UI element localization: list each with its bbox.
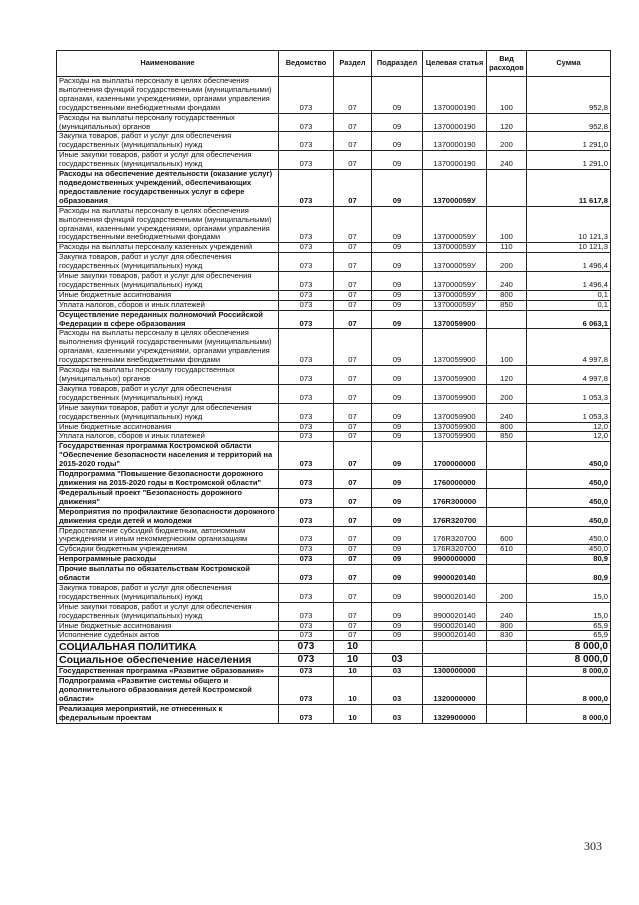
cell-sum: 1 053,3 — [527, 403, 611, 422]
cell-sum: 15,0 — [527, 583, 611, 602]
cell-dept: 073 — [279, 470, 334, 489]
cell-dept: 073 — [279, 366, 334, 385]
table-row — [57, 300, 611, 310]
cell-dept: 073 — [279, 641, 334, 654]
cell-section: 07 — [334, 290, 372, 300]
cell-expense-type: 600 — [487, 526, 527, 545]
table-row — [57, 310, 611, 329]
cell-subsection: 09 — [372, 555, 423, 565]
cell-target: 1320000000 — [423, 677, 487, 705]
cell-expense-type: 100 — [487, 329, 527, 366]
table-row — [57, 526, 611, 545]
cell-section: 07 — [334, 77, 372, 114]
cell-expense-type — [487, 705, 527, 724]
cell-name: Уплата налогов, сборов и иных платежей — [57, 432, 279, 442]
table-row — [57, 290, 611, 300]
cell-section: 07 — [334, 113, 372, 132]
cell-dept: 073 — [279, 583, 334, 602]
cell-dept: 073 — [279, 565, 334, 584]
cell-expense-type: 850 — [487, 300, 527, 310]
cell-section: 07 — [334, 253, 372, 272]
table-row — [57, 654, 611, 667]
cell-dept: 073 — [279, 602, 334, 621]
cell-name: Закупка товаров, работ и услуг для обеспечения государственных (муниципальных) нужд — [57, 132, 279, 151]
cell-subsection — [372, 641, 423, 654]
cell-sum: 4 997,8 — [527, 366, 611, 385]
table-row — [57, 366, 611, 385]
cell-dept: 073 — [279, 310, 334, 329]
cell-target: 137000059У — [423, 253, 487, 272]
cell-subsection: 09 — [372, 170, 423, 207]
header-section: Раздел — [334, 51, 372, 77]
cell-name: Иные закупки товаров, работ и услуг для обеспечения государственных (муниципальных) нужд — [57, 403, 279, 422]
cell-target: 137000059У — [423, 290, 487, 300]
cell-section: 07 — [334, 403, 372, 422]
cell-target: 1370059900 — [423, 366, 487, 385]
cell-target: 9900020140 — [423, 602, 487, 621]
cell-sum: 11 617,8 — [527, 170, 611, 207]
cell-section: 10 — [334, 654, 372, 667]
cell-section: 07 — [334, 329, 372, 366]
cell-section: 07 — [334, 488, 372, 507]
table-row — [57, 667, 611, 677]
cell-sum: 65,9 — [527, 621, 611, 631]
table-row — [57, 170, 611, 207]
table-row — [57, 641, 611, 654]
table-row — [57, 422, 611, 432]
cell-name: Федеральный проект "Безопасность дорожного движения" — [57, 488, 279, 507]
cell-sum: 1 291,0 — [527, 151, 611, 170]
cell-expense-type — [487, 677, 527, 705]
cell-subsection: 09 — [372, 602, 423, 621]
cell-target: 1370059900 — [423, 384, 487, 403]
table-row — [57, 602, 611, 621]
cell-sum: 0,1 — [527, 290, 611, 300]
cell-sum: 0,1 — [527, 300, 611, 310]
cell-target: 9900020140 — [423, 631, 487, 641]
cell-dept: 073 — [279, 113, 334, 132]
cell-sum: 952,8 — [527, 113, 611, 132]
table-row — [57, 272, 611, 291]
cell-name: Мероприятия по профилактике безопасности дорожного движения среди детей и молодежи — [57, 507, 279, 526]
cell-expense-type: 110 — [487, 243, 527, 253]
cell-sum: 6 063,1 — [527, 310, 611, 329]
cell-target: 1370059900 — [423, 432, 487, 442]
cell-target: 1370059900 — [423, 329, 487, 366]
cell-name: Непрограммные расходы — [57, 555, 279, 565]
table-row — [57, 403, 611, 422]
header-expense-type: Вид расходов — [487, 51, 527, 77]
cell-expense-type — [487, 654, 527, 667]
cell-section: 07 — [334, 555, 372, 565]
cell-name: Иные бюджетные ассигнования — [57, 422, 279, 432]
cell-expense-type — [487, 641, 527, 654]
cell-target: 137000059У — [423, 300, 487, 310]
cell-dept: 073 — [279, 488, 334, 507]
cell-sum: 450,0 — [527, 488, 611, 507]
cell-sum: 1 053,3 — [527, 384, 611, 403]
cell-subsection: 09 — [372, 422, 423, 432]
cell-name: Государственная программа Костромской области "Обеспечение безопасности населения и территорий на 2015-2020 годы" — [57, 442, 279, 470]
cell-expense-type: 610 — [487, 545, 527, 555]
table-row — [57, 507, 611, 526]
cell-dept: 073 — [279, 654, 334, 667]
cell-target: 9900020140 — [423, 583, 487, 602]
cell-name: Расходы на выплаты персоналу государственных (муниципальных) органов — [57, 366, 279, 385]
cell-target: 1370000190 — [423, 77, 487, 114]
cell-expense-type — [487, 507, 527, 526]
cell-dept: 073 — [279, 705, 334, 724]
cell-expense-type: 200 — [487, 384, 527, 403]
cell-expense-type: 200 — [487, 583, 527, 602]
cell-target: 1370000190 — [423, 113, 487, 132]
cell-expense-type — [487, 310, 527, 329]
header-dept: Ведомство — [279, 51, 334, 77]
cell-section: 07 — [334, 507, 372, 526]
cell-section: 07 — [334, 132, 372, 151]
cell-sum: 80,9 — [527, 565, 611, 584]
cell-expense-type — [487, 442, 527, 470]
cell-expense-type: 200 — [487, 253, 527, 272]
cell-dept: 073 — [279, 403, 334, 422]
cell-subsection: 09 — [372, 583, 423, 602]
table-row — [57, 329, 611, 366]
cell-subsection: 09 — [372, 621, 423, 631]
cell-dept: 073 — [279, 384, 334, 403]
cell-expense-type: 800 — [487, 422, 527, 432]
table-row — [57, 384, 611, 403]
cell-expense-type: 240 — [487, 602, 527, 621]
cell-name: Расходы на выплаты персоналу в целях обеспечения выполнения функций государственными (муниципальными) органами, казенными учреждениями, органами управления государственными внебюджетными фондами — [57, 206, 279, 243]
cell-section: 07 — [334, 272, 372, 291]
cell-section: 10 — [334, 705, 372, 724]
cell-section: 07 — [334, 602, 372, 621]
cell-name: Иные бюджетные ассигнования — [57, 290, 279, 300]
cell-section: 07 — [334, 384, 372, 403]
table-row — [57, 132, 611, 151]
cell-target: 176R320700 — [423, 526, 487, 545]
cell-dept: 073 — [279, 667, 334, 677]
cell-target: 137000059У — [423, 272, 487, 291]
header-subsection: Подраздел — [372, 51, 423, 77]
cell-expense-type: 800 — [487, 621, 527, 631]
cell-target: 9900020140 — [423, 565, 487, 584]
cell-target: 176R320700 — [423, 507, 487, 526]
cell-name: Закупка товаров, работ и услуг для обеспечения государственных (муниципальных) нужд — [57, 583, 279, 602]
cell-subsection: 09 — [372, 403, 423, 422]
cell-subsection: 09 — [372, 507, 423, 526]
cell-dept: 073 — [279, 442, 334, 470]
cell-name: Субсидии бюджетным учреждениям — [57, 545, 279, 555]
cell-section: 07 — [334, 310, 372, 329]
table-row — [57, 705, 611, 724]
cell-subsection: 03 — [372, 667, 423, 677]
cell-target: 1760000000 — [423, 470, 487, 489]
cell-sum: 450,0 — [527, 526, 611, 545]
cell-dept: 073 — [279, 545, 334, 555]
cell-target: 9900000000 — [423, 555, 487, 565]
cell-sum: 450,0 — [527, 442, 611, 470]
cell-section: 07 — [334, 621, 372, 631]
cell-section: 07 — [334, 300, 372, 310]
cell-subsection: 09 — [372, 384, 423, 403]
page-number: 303 — [584, 839, 602, 853]
cell-subsection: 09 — [372, 77, 423, 114]
cell-subsection: 09 — [372, 272, 423, 291]
cell-name: Исполнение судебных актов — [57, 631, 279, 641]
cell-dept: 073 — [279, 253, 334, 272]
cell-name: Уплата налогов, сборов и иных платежей — [57, 300, 279, 310]
table-row — [57, 488, 611, 507]
table-row — [57, 253, 611, 272]
cell-subsection: 09 — [372, 151, 423, 170]
budget-page — [56, 50, 610, 724]
cell-subsection: 03 — [372, 677, 423, 705]
cell-dept: 073 — [279, 272, 334, 291]
cell-target: 1370059900 — [423, 403, 487, 422]
cell-target: 176R300000 — [423, 488, 487, 507]
cell-subsection: 03 — [372, 654, 423, 667]
cell-subsection: 09 — [372, 631, 423, 641]
cell-expense-type — [487, 170, 527, 207]
cell-sum: 65,9 — [527, 631, 611, 641]
cell-section: 07 — [334, 432, 372, 442]
table-row — [57, 243, 611, 253]
table-header-row — [57, 51, 611, 77]
cell-name: СОЦИАЛЬНАЯ ПОЛИТИКА — [57, 641, 279, 654]
cell-expense-type — [487, 470, 527, 489]
cell-subsection: 09 — [372, 113, 423, 132]
header-target: Целевая статья — [423, 51, 487, 77]
cell-section: 10 — [334, 667, 372, 677]
cell-name: Прочие выплаты по обязательствам Костромской области — [57, 565, 279, 584]
cell-expense-type — [487, 565, 527, 584]
cell-expense-type: 830 — [487, 631, 527, 641]
cell-subsection: 09 — [372, 132, 423, 151]
cell-target: 1370059900 — [423, 310, 487, 329]
cell-section: 10 — [334, 641, 372, 654]
cell-target — [423, 641, 487, 654]
cell-expense-type: 120 — [487, 113, 527, 132]
table-row — [57, 677, 611, 705]
cell-section: 07 — [334, 583, 372, 602]
cell-name: Реализация мероприятий, не отнесенных к федеральным проектам — [57, 705, 279, 724]
cell-subsection: 09 — [372, 432, 423, 442]
cell-dept: 073 — [279, 132, 334, 151]
cell-dept: 073 — [279, 243, 334, 253]
cell-expense-type: 240 — [487, 272, 527, 291]
cell-target: 9900020140 — [423, 621, 487, 631]
cell-name: Иные закупки товаров, работ и услуг для обеспечения государственных (муниципальных) нужд — [57, 602, 279, 621]
cell-section: 07 — [334, 631, 372, 641]
cell-sum: 450,0 — [527, 545, 611, 555]
cell-sum: 10 121,3 — [527, 206, 611, 243]
header-sum: Сумма — [527, 51, 611, 77]
cell-dept: 073 — [279, 526, 334, 545]
table-row — [57, 621, 611, 631]
cell-sum: 15,0 — [527, 602, 611, 621]
cell-subsection: 09 — [372, 488, 423, 507]
cell-name: Закупка товаров, работ и услуг для обеспечения государственных (муниципальных) нужд — [57, 253, 279, 272]
cell-name: Расходы на обеспечение деятельности (оказание услуг) подведомственных учреждений, обеспечивающих предоставление государственных услуг в сфере образования — [57, 170, 279, 207]
header-name: Наименование — [57, 51, 279, 77]
cell-subsection: 09 — [372, 290, 423, 300]
cell-expense-type — [487, 488, 527, 507]
table-row — [57, 555, 611, 565]
cell-sum: 80,9 — [527, 555, 611, 565]
budget-table — [56, 50, 611, 724]
cell-target: 176R320700 — [423, 545, 487, 555]
cell-section: 07 — [334, 565, 372, 584]
cell-dept: 073 — [279, 677, 334, 705]
cell-dept: 073 — [279, 290, 334, 300]
cell-dept: 073 — [279, 631, 334, 641]
cell-target: 1370000190 — [423, 132, 487, 151]
cell-name: Социальное обеспечение населения — [57, 654, 279, 667]
cell-target: 1370059900 — [423, 422, 487, 432]
table-row — [57, 545, 611, 555]
cell-dept: 073 — [279, 621, 334, 631]
cell-sum: 12,0 — [527, 422, 611, 432]
cell-subsection: 09 — [372, 526, 423, 545]
cell-sum: 1 291,0 — [527, 132, 611, 151]
cell-subsection: 09 — [372, 329, 423, 366]
cell-name: Расходы на выплаты персоналу государственных (муниципальных) органов — [57, 113, 279, 132]
cell-subsection: 09 — [372, 243, 423, 253]
cell-section: 10 — [334, 677, 372, 705]
cell-subsection: 09 — [372, 442, 423, 470]
cell-sum: 8 000,0 — [527, 641, 611, 654]
cell-sum: 8 000,0 — [527, 677, 611, 705]
cell-section: 07 — [334, 470, 372, 489]
cell-dept: 073 — [279, 170, 334, 207]
cell-dept: 073 — [279, 555, 334, 565]
table-row — [57, 583, 611, 602]
cell-sum: 8 000,0 — [527, 705, 611, 724]
cell-expense-type — [487, 555, 527, 565]
cell-target: 137000059У — [423, 206, 487, 243]
cell-sum: 450,0 — [527, 507, 611, 526]
cell-subsection: 09 — [372, 300, 423, 310]
cell-subsection: 09 — [372, 253, 423, 272]
table-row — [57, 113, 611, 132]
cell-dept: 073 — [279, 77, 334, 114]
cell-sum: 450,0 — [527, 470, 611, 489]
cell-name: Расходы на выплаты персоналу казенных учреждений — [57, 243, 279, 253]
cell-dept: 073 — [279, 432, 334, 442]
cell-target: 1370000190 — [423, 151, 487, 170]
cell-target: 1329900000 — [423, 705, 487, 724]
cell-subsection: 09 — [372, 366, 423, 385]
cell-expense-type — [487, 667, 527, 677]
cell-name: Подпрограмма "Повышение безопасности дорожного движения на 2015-2020 годы в Костромской области" — [57, 470, 279, 489]
cell-sum: 1 496,4 — [527, 272, 611, 291]
cell-subsection: 09 — [372, 565, 423, 584]
cell-name: Подпрограмма «Развитие системы общего и дополнительного образования детей Костромской области» — [57, 677, 279, 705]
cell-dept: 073 — [279, 206, 334, 243]
cell-name: Расходы на выплаты персоналу в целях обеспечения выполнения функций государственными (муниципальными) органами, казенными учреждениями, органами управления государственными внебюджетными фондами — [57, 329, 279, 366]
cell-name: Закупка товаров, работ и услуг для обеспечения государственных (муниципальных) нужд — [57, 384, 279, 403]
cell-target: 1700000000 — [423, 442, 487, 470]
cell-subsection: 09 — [372, 310, 423, 329]
cell-dept: 073 — [279, 422, 334, 432]
cell-expense-type: 100 — [487, 206, 527, 243]
table-row — [57, 432, 611, 442]
cell-name: Иные закупки товаров, работ и услуг для обеспечения государственных (муниципальных) нужд — [57, 272, 279, 291]
cell-section: 07 — [334, 170, 372, 207]
cell-section: 07 — [334, 442, 372, 470]
table-row — [57, 565, 611, 584]
cell-sum: 1 496,4 — [527, 253, 611, 272]
table-body — [57, 77, 611, 724]
table-row — [57, 470, 611, 489]
cell-target: 137000059У — [423, 243, 487, 253]
cell-section: 07 — [334, 366, 372, 385]
cell-subsection: 03 — [372, 705, 423, 724]
table-row — [57, 77, 611, 114]
cell-expense-type: 800 — [487, 290, 527, 300]
cell-expense-type: 200 — [487, 132, 527, 151]
cell-expense-type: 240 — [487, 403, 527, 422]
cell-target — [423, 654, 487, 667]
cell-subsection: 09 — [372, 545, 423, 555]
cell-sum: 4 997,8 — [527, 329, 611, 366]
cell-dept: 073 — [279, 507, 334, 526]
cell-name: Иные бюджетные ассигнования — [57, 621, 279, 631]
cell-target: 137000059У — [423, 170, 487, 207]
table-row — [57, 631, 611, 641]
cell-section: 07 — [334, 243, 372, 253]
cell-section: 07 — [334, 545, 372, 555]
cell-subsection: 09 — [372, 470, 423, 489]
cell-name: Предоставление субсидий бюджетным, автономным учреждениям и иным некоммерческим организациям — [57, 526, 279, 545]
cell-dept: 073 — [279, 329, 334, 366]
cell-name: Иные закупки товаров, работ и услуг для обеспечения государственных (муниципальных) нужд — [57, 151, 279, 170]
cell-section: 07 — [334, 526, 372, 545]
table-row — [57, 206, 611, 243]
cell-sum: 8 000,0 — [527, 667, 611, 677]
cell-sum: 10 121,3 — [527, 243, 611, 253]
cell-expense-type: 120 — [487, 366, 527, 385]
cell-section: 07 — [334, 206, 372, 243]
table-row — [57, 151, 611, 170]
cell-dept: 073 — [279, 151, 334, 170]
cell-section: 07 — [334, 422, 372, 432]
cell-expense-type: 850 — [487, 432, 527, 442]
cell-sum: 12,0 — [527, 432, 611, 442]
cell-subsection: 09 — [372, 206, 423, 243]
cell-section: 07 — [334, 151, 372, 170]
cell-expense-type: 100 — [487, 77, 527, 114]
cell-expense-type: 240 — [487, 151, 527, 170]
table-row — [57, 442, 611, 470]
cell-target: 1300000000 — [423, 667, 487, 677]
cell-sum: 8 000,0 — [527, 654, 611, 667]
cell-name: Расходы на выплаты персоналу в целях обеспечения выполнения функций государственными (муниципальными) органами, казенными учреждениями, органами управления государственными внебюджетными фондами — [57, 77, 279, 114]
cell-dept: 073 — [279, 300, 334, 310]
cell-name: Государственная программа «Развитие образования» — [57, 667, 279, 677]
cell-name: Осуществление переданных полномочий Российской Федерации в сфере образования — [57, 310, 279, 329]
cell-sum: 952,8 — [527, 77, 611, 114]
